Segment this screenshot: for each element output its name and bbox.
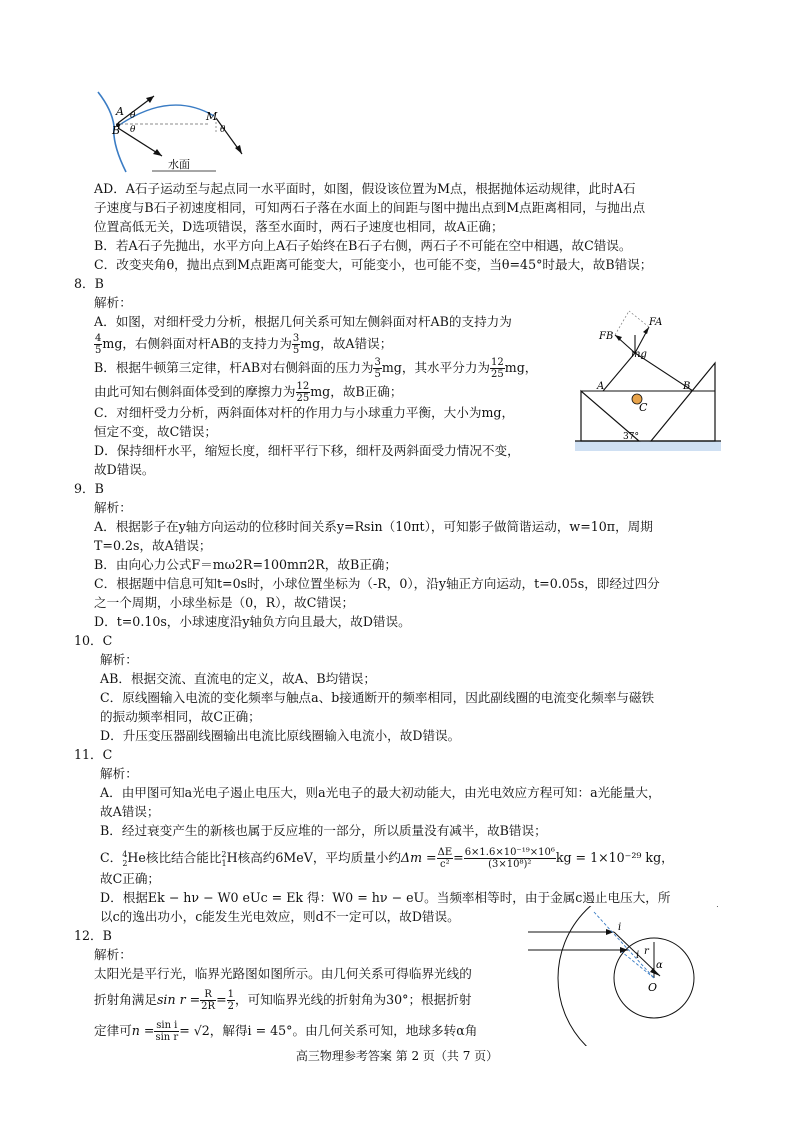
q11-line1: A．由甲图可知a光电子遏止电压大，则a光电子的最大初动能大，由光电效应方程可知：a光能量大，	[100, 785, 661, 800]
page-footer: 高三物理参考答案 第 2 页（共 7 页）	[295, 1049, 499, 1063]
label-a: A	[116, 105, 124, 118]
q9-line2: T=0.2s，故A错误；	[94, 538, 212, 553]
q8-line4: 由此可知右侧斜面体受到的摩擦力为 $\frac{12}{25}$ mg，故B正确；	[94, 381, 403, 404]
q9-line4: C．根据题中信息可知t=0s时，小球位置坐标为（-R，0），沿y轴正方向运动，t=0.05s，即经过四分	[94, 576, 660, 591]
fraction-4-5: $\frac{4}{5}$	[95, 333, 102, 356]
q11-line4: C．$^4_2$He核比结合能比$^2_1$H核高约6MeV，平均质量小约Δm = $\frac{\Delta E}{\text{c²}}$ = $\frac{\text{6×1.6×10⁻¹⁹×10⁶}}{\text{(3×10⁸)²}}$ kg = 1×10⁻²⁹ kg，	[100, 847, 674, 871]
q7-line5: C．改变夹角θ，抛出点到M点距离可能变大，可能变小，也可能不变，当θ=45°时最大，故B错误；	[94, 257, 653, 272]
q10-heading: 10．C	[74, 633, 113, 648]
q8-line7: D．保持细杆水平，缩短长度，细杆平行下移，细杆及两斜面受力情况不变，	[94, 443, 520, 458]
q7-line1: AD．A石子运动至与起点同一水平面时，如图，假设该位置为M点，根据抛体运动规律，此时A石	[94, 181, 636, 196]
svg-text:i: i	[618, 922, 622, 933]
q8-line5: C．对细杆受力分析，两斜面体对杆的作用力与小球重力平衡，大小为mg，	[94, 405, 515, 420]
label-m: M	[206, 110, 218, 123]
q9-line6: D．t=0.10s，小球速度沿y轴负方向且最大，故D错误。	[94, 614, 411, 629]
svg-text:α: α	[656, 960, 663, 971]
svg-text:r: r	[644, 946, 649, 957]
q8-line8: 故D错误。	[94, 462, 155, 477]
q12-line1: 太阳光是平行光，临界光路图如图所示。由几何关系可得临界光线的	[94, 966, 472, 981]
q10-analysis-label: 解析：	[100, 652, 138, 667]
q9-line1: A．根据影子在y轴方向运动的位移时间关系y=Rsin（10πt），可知影子做简谐运动，w=10π，周期	[94, 519, 653, 534]
q11-line6: D．根据Ek − hν − W0 eUc = Ek 得：W0 = hν − eU。当频率相等时，由于金属c遏止电压大，所	[100, 890, 671, 905]
svg-text:FB: FB	[599, 331, 614, 342]
rod-incline-figure	[573, 305, 723, 455]
q9-analysis-label: 解析：	[94, 500, 132, 515]
q7-line3: 位置高低无关，D选项错误，落至水面时，两石子速度也相同，故A正确；	[94, 219, 504, 234]
svg-text:FA: FA	[649, 317, 663, 328]
q11-analysis-label: 解析：	[100, 766, 138, 781]
svg-text:37°: 37°	[623, 432, 639, 442]
svg-text:C: C	[639, 401, 648, 414]
q8-analysis-label: 解析：	[94, 295, 132, 310]
q11-line7: 以c的逸出功小，c能发生光电效应，则d不一定可以，故D错误。	[100, 909, 460, 924]
svg-text:A: A	[597, 381, 605, 392]
q8-line6: 恒定不变，故C错误；	[94, 424, 217, 439]
q8-line3: B．根据牛顿第三定律，杆AB对右侧斜面的压力为 $\frac{3}{5}$ mg，其水平分力为 $\frac{12}{25}$ mg，	[94, 357, 538, 380]
q12-analysis-label: 解析：	[94, 947, 132, 962]
q10-line4: D．升压变压器副线圈输出电流比原线圈输入电流小，故D错误。	[100, 728, 461, 743]
svg-text:mg: mg	[631, 349, 647, 360]
q7-line4: B．若A石子先抛出，水平方向上A石子始终在B石子右侧，两石子不可能在空中相遇，故C错误。	[94, 238, 632, 253]
q12-line2: 折射角满足sin r = $\frac{R}{2R}$ = $\frac{1}{2}$ ，可知临界光线的折射角为30°；根据折射	[94, 989, 472, 1012]
q10-line3: 的振动频率相同，故C正确；	[100, 709, 261, 724]
q8-heading: 8．B	[74, 276, 104, 291]
svg-text:O: O	[648, 981, 658, 994]
q10-line1: AB．根据交流、直流电的定义，故A、B均错误；	[100, 671, 376, 686]
q9-line3: B．由向心力公式F＝mω2R=100mπ2R，故B正确；	[94, 557, 397, 572]
q11-line3: B．经过衰变产生的新核也属于反应堆的一部分，所以质量没有减半，故B错误；	[100, 823, 547, 838]
q9-heading: 9．B	[74, 481, 104, 496]
svg-text:B: B	[683, 381, 691, 392]
water-label: 水面	[168, 158, 190, 171]
svg-text:θ: θ	[130, 125, 136, 135]
q11-heading: 11．C	[74, 747, 113, 762]
q8-line2: $\frac{4}{5}$ mg，右侧斜面对杆AB的支持力为 $\frac{3}{5}$ mg，故A错误；	[95, 333, 393, 356]
q7-line2: 子速度与B石子初速度相同，可知两石子落在水面上的间距与图中抛出点到M点距离相同，与抛出点	[94, 200, 646, 215]
q8-line1: A．如图，对细杆受力分析，根据几何关系可知左侧斜面对杆AB的支持力为	[94, 314, 512, 329]
q9-line5: 之一个周期，小球坐标是（0，R），故C错误；	[94, 595, 355, 610]
svg-text:θ: θ	[220, 125, 226, 135]
label-b: B	[112, 124, 121, 137]
svg-text:θ: θ	[130, 111, 136, 121]
projectile-figure	[90, 88, 250, 174]
svg-text:i: i	[636, 950, 640, 961]
q11-line5: 故C正确；	[100, 871, 161, 886]
fraction-3-5: $\frac{3}{5}$	[292, 333, 300, 356]
q11-line2: 故A错误；	[100, 804, 160, 819]
earth-light-figure	[528, 906, 718, 1046]
q10-line2: C．原线圈输入电流的变化频率与触点a、b接通断开的频率相同，因此副线圈的电流变化频率与磁铁	[100, 690, 655, 705]
q12-line3: 定律可n = $\frac{\text{sin i}}{\text{sin r}}$ = √2，解得i = 45°。由几何关系可知，地球多转α角	[94, 1020, 478, 1043]
q12-heading: 12．B	[74, 928, 112, 943]
